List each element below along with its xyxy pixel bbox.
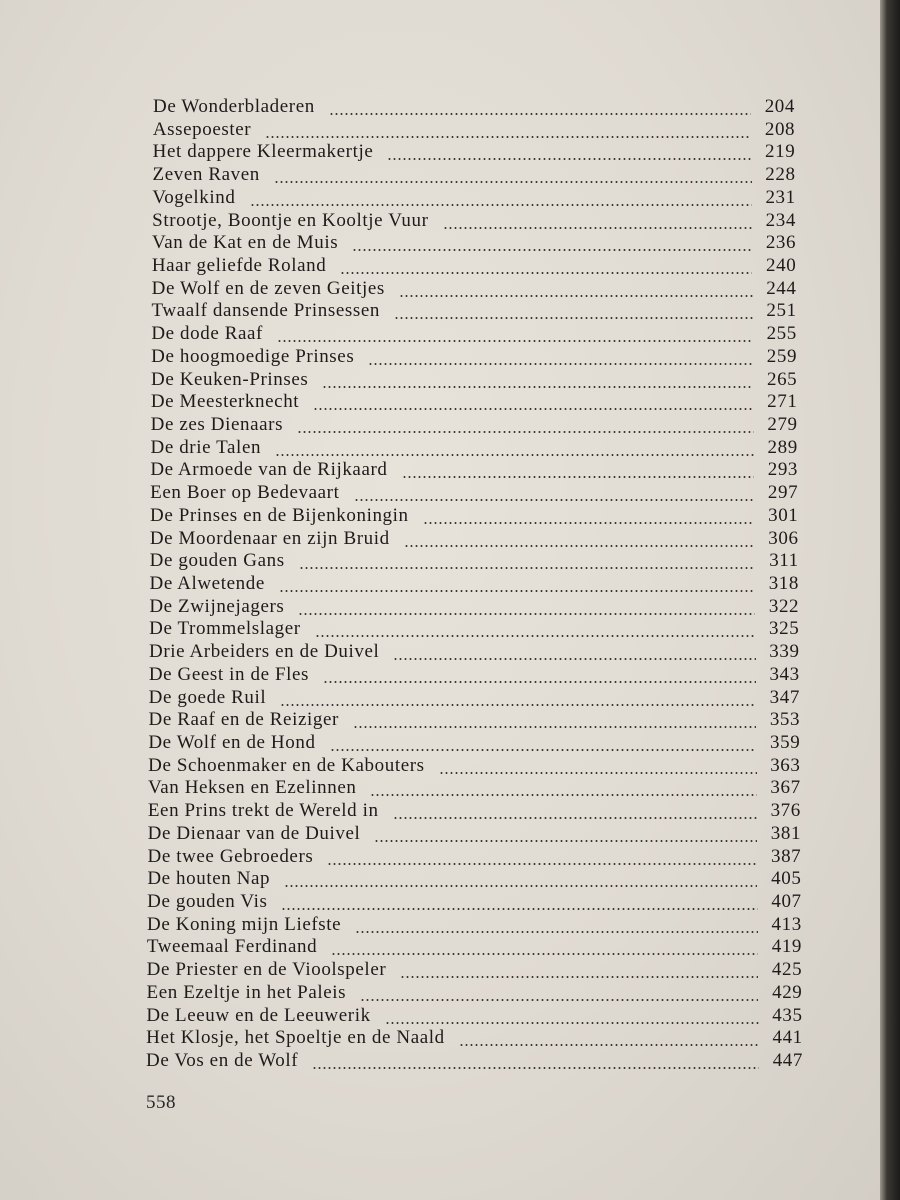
toc-entry-title: De Leeuw en de Leeuwerik	[146, 1004, 371, 1026]
toc-entry	[149, 664, 800, 688]
toc-entry-page: 405	[771, 868, 802, 890]
dot-leader	[385, 1022, 759, 1024]
dot-leader	[279, 590, 755, 592]
toc-entry-title: Een Boer op Bedevaart	[150, 482, 340, 504]
toc-entry	[148, 846, 802, 870]
toc-entry-title: De Keuken-Prinses	[151, 368, 309, 390]
toc-entry-page: 425	[771, 959, 803, 981]
toc-entry	[147, 914, 802, 938]
dot-leader	[331, 953, 758, 955]
dot-leader	[459, 1044, 759, 1046]
toc-entry-page: 265	[766, 368, 798, 390]
toc-entry-title: De Dienaar van de Duivel	[147, 822, 361, 844]
toc-entry	[149, 618, 799, 642]
toc-entry-page: 236	[765, 232, 797, 254]
toc-entry	[146, 1005, 802, 1029]
toc-entry-title: De Priester en de Vioolspeler	[146, 959, 387, 981]
toc-entry-title: Vogelkind	[152, 186, 236, 208]
toc-entry	[149, 687, 800, 711]
dot-leader	[327, 863, 757, 865]
dot-leader	[393, 817, 757, 819]
toc-entry	[152, 232, 796, 256]
toc-entry	[148, 800, 801, 824]
toc-entry	[152, 210, 796, 234]
toc-entry	[152, 278, 797, 302]
toc-entry	[153, 119, 795, 143]
toc-entry	[151, 391, 798, 415]
dot-leader	[277, 340, 753, 342]
toc-entry	[147, 982, 803, 1006]
toc-entry-title: Twaalf dansende Prinsessen	[151, 300, 380, 322]
toc-entry-page: 435	[772, 1004, 803, 1026]
dot-leader	[404, 545, 755, 547]
dot-leader	[281, 908, 757, 910]
toc-entry-page: 228	[765, 164, 796, 186]
toc-entry-page: 339	[769, 641, 800, 663]
dot-leader	[354, 499, 755, 501]
toc-entry-page: 240	[766, 255, 797, 276]
toc-entry	[148, 777, 801, 801]
toc-entry	[151, 369, 797, 393]
toc-entry-page: 318	[768, 573, 799, 594]
dot-leader	[340, 272, 752, 274]
toc-entry-title: Het dappere Kleermakertje	[152, 141, 374, 163]
toc-entry-title: Drie Arbeiders en de Duivel	[149, 641, 380, 663]
toc-entry-title: De Alwetende	[149, 573, 265, 594]
toc-entry-title: Strootje, Boontje en Kooltje Vuur	[152, 209, 429, 231]
toc-entry	[153, 141, 796, 165]
toc-entry-page: 359	[770, 732, 801, 753]
toc-entry	[153, 164, 796, 188]
toc-entry-title: De Wolf en de Hond	[148, 732, 316, 753]
toc-entry-page: 387	[770, 845, 802, 867]
toc-entry-title: De Koning mijn Liefste	[147, 913, 342, 935]
toc-entry-title: De goede Ruil	[148, 686, 267, 708]
toc-entry	[147, 959, 803, 983]
toc-entry-page: 429	[772, 981, 803, 1003]
toc-entry-title: Zeven Raven	[152, 164, 260, 186]
toc-entry-page: 259	[766, 345, 798, 367]
toc-entry-title: De Wolf en de zeven Geitjes	[151, 277, 385, 299]
toc-entry-page: 407	[771, 891, 802, 912]
dot-leader	[330, 749, 757, 751]
toc-entry-page: 306	[768, 527, 799, 549]
toc-entry	[151, 323, 797, 347]
dot-leader	[274, 181, 752, 183]
dot-leader	[275, 454, 754, 456]
toc-entry-title: De Moordenaar en zijn Bruid	[149, 527, 390, 549]
toc-entry-title: De Wonderbladeren	[153, 96, 315, 117]
toc-entry-page: 363	[770, 754, 801, 776]
dot-leader	[443, 227, 752, 229]
toc-entry-page: 293	[767, 459, 799, 481]
toc-entry	[152, 255, 797, 279]
toc-entry-page: 322	[768, 595, 800, 617]
toc-entry-page: 297	[767, 482, 799, 504]
dot-leader	[265, 136, 751, 138]
toc-entry-page: 367	[770, 777, 801, 799]
toc-entry-title: De Vos en de Wolf	[146, 1050, 299, 1071]
toc-entry-title: Het Klosje, het Spoeltje en de Naald	[146, 1027, 445, 1049]
dot-leader	[355, 931, 758, 933]
dot-leader	[298, 613, 755, 615]
dot-leader	[374, 840, 757, 842]
toc-entry-page: 301	[768, 504, 799, 526]
dot-leader	[360, 999, 758, 1001]
toc-entry-page: 441	[772, 1027, 803, 1049]
dot-leader	[250, 204, 752, 206]
dot-leader	[284, 885, 757, 887]
toc-entry-title: De zes Dienaars	[150, 414, 284, 435]
toc-entry	[151, 346, 797, 370]
toc-entry	[147, 868, 801, 892]
toc-entry-title: Van de Kat en de Muis	[152, 232, 339, 254]
toc-entry	[151, 414, 798, 438]
toc-entry-title: De hoogmoedige Prinses	[151, 345, 355, 367]
toc-entry-page: 231	[765, 186, 796, 208]
toc-entry-page: 343	[769, 663, 800, 685]
page-number: 558	[146, 1092, 176, 1113]
toc-entry-title: De twee Gebroeders	[147, 845, 314, 867]
toc-entry	[149, 596, 799, 620]
book-edge	[880, 0, 900, 1200]
toc-entry-title: De dode Raaf	[151, 323, 263, 345]
toc-entry	[148, 755, 800, 779]
dot-leader	[387, 158, 751, 160]
toc-entry	[150, 505, 798, 529]
dot-leader	[312, 1067, 759, 1069]
toc-entry	[150, 550, 799, 574]
dot-leader	[329, 113, 751, 115]
toc-entry	[148, 732, 800, 756]
dot-leader	[323, 681, 756, 683]
toc-entry	[150, 482, 798, 506]
dot-leader	[399, 295, 753, 297]
toc-entry-page: 325	[769, 618, 800, 640]
toc-entry-title: De Trommelslager	[149, 618, 301, 640]
dot-leader	[315, 635, 756, 637]
dot-leader	[439, 772, 757, 774]
toc-entry	[152, 187, 795, 211]
toc-entry-title: De houten Nap	[147, 868, 271, 890]
toc-entry	[149, 641, 800, 665]
toc-entry-page: 381	[770, 822, 802, 844]
toc-entry-page: 347	[769, 686, 800, 708]
toc-entry	[147, 891, 802, 915]
toc-entry	[152, 300, 797, 324]
dot-leader	[313, 408, 753, 410]
toc-entry-title: De Geest in de Fles	[148, 663, 310, 685]
toc-entry-title: De Prinses en de Bijenkoningin	[150, 504, 409, 526]
dot-leader	[368, 363, 753, 365]
toc-entry-title: De Armoede van de Rijkaard	[150, 459, 388, 481]
toc-entry-title: Tweemaal Ferdinand	[146, 936, 318, 958]
toc-entry-title: De drie Talen	[150, 436, 262, 458]
toc-entry-page: 234	[765, 209, 796, 231]
toc-entry	[150, 459, 798, 483]
dot-leader	[423, 522, 755, 524]
toc-entry	[150, 528, 799, 552]
dot-leader	[370, 794, 756, 796]
dot-leader	[353, 726, 756, 728]
toc-entry	[148, 823, 801, 847]
toc-entry-page: 353	[769, 709, 801, 731]
toc-entry-title: De gouden Vis	[147, 891, 268, 912]
toc-entry-title: De gouden Gans	[149, 550, 285, 572]
dot-leader	[280, 704, 756, 706]
toc-entry-page: 244	[766, 277, 797, 299]
toc-entry-title: De Zwijnejagers	[149, 595, 285, 617]
toc-entry-page: 204	[764, 96, 795, 117]
toc-entry-page: 447	[772, 1050, 803, 1071]
toc-entry-page: 413	[771, 913, 802, 935]
toc-entry-title: De Meesterknecht	[150, 391, 300, 413]
dot-leader	[299, 567, 755, 569]
toc-entry-title: Een Prins trekt de Wereld in	[147, 800, 379, 822]
dot-leader	[352, 249, 752, 251]
toc-entry-page: 289	[767, 436, 798, 458]
toc-entry	[147, 936, 802, 960]
toc-entry-page: 255	[766, 323, 797, 345]
toc-entry-page: 219	[765, 141, 796, 163]
toc-entry-title: Van Heksen en Ezelinnen	[148, 777, 357, 799]
dot-leader	[393, 658, 755, 660]
toc-entry-title: De Raaf en de Reiziger	[148, 709, 339, 731]
toc-entry-page: 279	[767, 414, 798, 435]
toc-entry	[149, 709, 801, 733]
toc-entry	[153, 96, 795, 120]
toc-entry-page: 271	[767, 391, 798, 413]
toc-entry-page: 419	[771, 936, 803, 958]
dot-leader	[394, 317, 753, 319]
dot-leader	[400, 976, 758, 978]
toc-entry-page: 376	[770, 800, 801, 822]
dot-leader	[297, 431, 754, 433]
toc-entry	[150, 573, 800, 597]
toc-entry-page: 311	[769, 550, 799, 572]
toc-entry-title: De Schoenmaker en de Kabouters	[148, 754, 425, 776]
toc-entry-page: 208	[764, 118, 796, 140]
dot-leader	[402, 476, 755, 478]
toc-entry-title: Assepoester	[152, 118, 252, 140]
toc-entry-title: Een Ezeltje in het Paleis	[146, 981, 347, 1003]
toc-entry	[146, 1050, 803, 1074]
toc-entry-title: Haar geliefde Roland	[151, 255, 327, 276]
dot-leader	[322, 386, 753, 388]
toc-entry	[146, 1027, 803, 1051]
toc-entry-page: 251	[766, 300, 797, 322]
toc-entry	[151, 437, 798, 461]
